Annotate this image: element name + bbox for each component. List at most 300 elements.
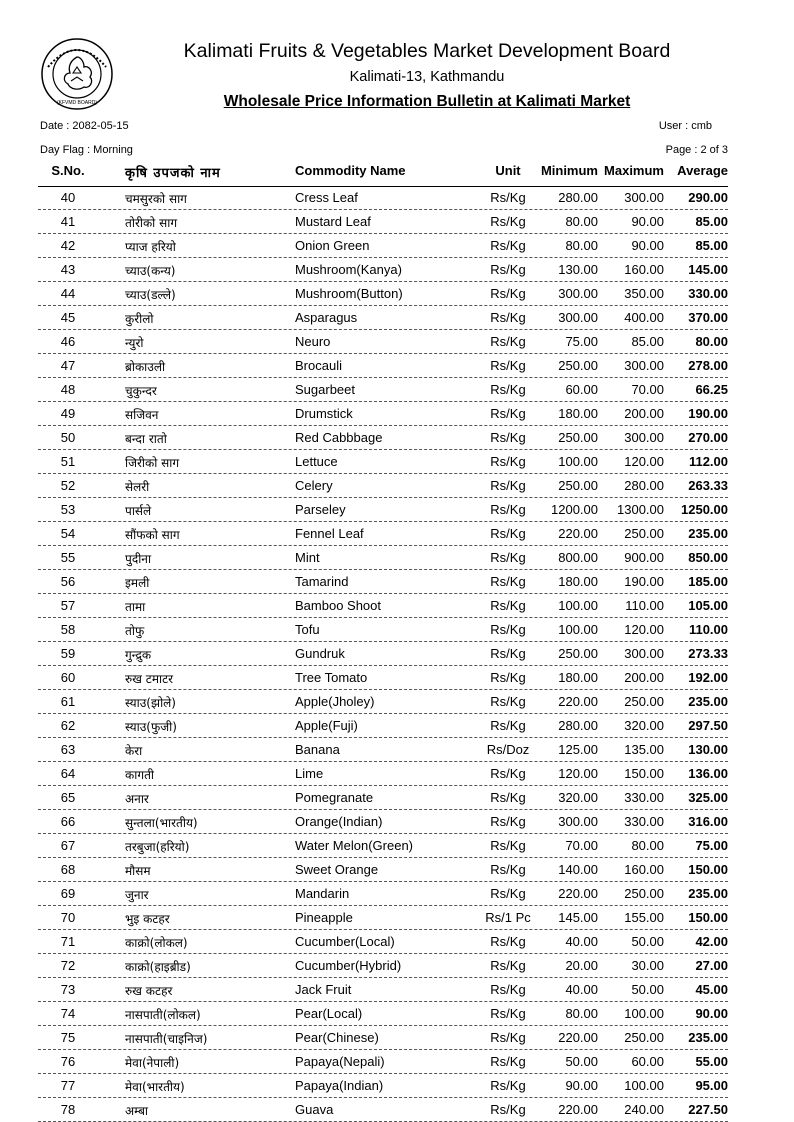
table-row (38, 186, 728, 210)
sno-cell: 72 (60, 958, 76, 973)
unit-cell: Rs/Kg (490, 934, 526, 949)
sno-cell: 76 (60, 1054, 76, 1069)
nepali-name-cell: स्याउ(फुजी) (125, 720, 177, 734)
bulletin-date: Date : 2082-05-15 (40, 120, 129, 132)
sno-cell: 62 (60, 718, 76, 733)
commodity-name-cell: Pomegranate (295, 790, 374, 805)
nepali-name-cell: बन्दा रातो (125, 432, 167, 446)
commodity-name-cell: Cucumber(Local) (295, 934, 395, 949)
average-price-cell: 850.00 (688, 550, 728, 565)
sno-cell: 55 (60, 550, 76, 565)
table-header (38, 163, 728, 183)
table-row (38, 762, 728, 786)
sno-cell: 78 (60, 1102, 76, 1117)
commodity-name-cell: Mushroom(Kanya) (295, 262, 402, 277)
bulletin-title: Wholesale Price Information Bulletin at Kalimati Market (223, 93, 631, 110)
sno-cell: 50 (60, 430, 76, 445)
average-price-cell: 290.00 (688, 190, 728, 205)
nepali-name-cell: अम्बा (125, 1104, 149, 1118)
nepali-name-cell: न्युरो (125, 336, 144, 350)
nepali-name-cell: जिरीको साग (125, 456, 180, 470)
nepali-name-cell: कुरीलो (125, 312, 154, 326)
maximum-price-cell: 300.00 (624, 358, 664, 373)
maximum-price-cell: 110.00 (625, 598, 664, 613)
sno-cell: 57 (60, 598, 76, 613)
unit-cell: Rs/Kg (490, 1030, 526, 1045)
maximum-price-cell: 250.00 (624, 1030, 664, 1045)
nepali-name-cell: तोरीको साग (125, 216, 178, 230)
sno-cell: 59 (60, 646, 76, 661)
unit-cell: Rs/Kg (490, 838, 526, 853)
sno-cell: 45 (60, 310, 76, 325)
nepali-name-cell: सुन्तला(भारतीय) (125, 816, 198, 830)
minimum-price-cell: 1200.00 (551, 502, 598, 517)
unit-cell: Rs/Kg (490, 814, 526, 829)
unit-cell: Rs/Kg (490, 862, 526, 877)
average-price-cell: 263.33 (688, 478, 728, 493)
nepali-name-cell: मेवा(नेपाली) (125, 1056, 180, 1070)
unit-cell: Rs/Kg (490, 382, 526, 397)
maximum-price-cell: 160.00 (624, 862, 664, 877)
average-price-cell: 325.00 (688, 790, 728, 805)
commodity-name-cell: Lettuce (295, 454, 338, 469)
sno-cell: 69 (60, 886, 76, 901)
minimum-price-cell: 70.00 (565, 838, 598, 853)
unit-cell: Rs/Kg (490, 670, 526, 685)
average-price-cell: 150.00 (688, 862, 728, 877)
minimum-price-cell: 100.00 (558, 598, 598, 613)
average-price-cell: 105.00 (688, 598, 728, 613)
average-price-cell: 278.00 (688, 358, 728, 373)
commodity-name-cell: Celery (295, 478, 333, 493)
page-number: Page : 2 of 3 (665, 144, 728, 156)
average-price-cell: 85.00 (695, 214, 728, 229)
minimum-price-cell: 125.00 (558, 742, 598, 757)
unit-cell: Rs/Kg (490, 1078, 526, 1093)
commodity-name-cell: Parseley (295, 502, 346, 517)
sno-cell: 40 (60, 190, 76, 205)
unit-cell: Rs/Kg (490, 430, 526, 445)
nepali-name-cell: केरा (125, 744, 143, 758)
commodity-name-cell: Sugarbeet (295, 382, 355, 397)
sno-cell: 67 (60, 838, 76, 853)
table-row (38, 306, 728, 330)
table-row (38, 690, 728, 714)
user-label: User : cmb (658, 120, 712, 132)
table-row (38, 906, 728, 930)
average-price-cell: 145.00 (688, 262, 728, 277)
table-row (38, 930, 728, 954)
table-row (38, 498, 728, 522)
average-price-cell: 370.00 (688, 310, 728, 325)
unit-cell: Rs/Kg (490, 1006, 526, 1021)
unit-cell: Rs/Kg (490, 574, 526, 589)
minimum-price-cell: 100.00 (558, 454, 598, 469)
maximum-price-cell: 330.00 (624, 790, 664, 805)
table-row (38, 1026, 728, 1050)
nepali-name-cell: चुकुन्दर (125, 384, 157, 398)
nepali-name-cell: च्याउ(डल्ले) (125, 288, 176, 302)
maximum-price-cell: 50.00 (631, 934, 664, 949)
table-row (38, 570, 728, 594)
sno-cell: 49 (60, 406, 76, 421)
minimum-price-cell: 220.00 (558, 694, 598, 709)
unit-cell: Rs/Kg (490, 214, 526, 229)
col-minimum: Minimum (540, 163, 598, 178)
minimum-price-cell: 800.00 (558, 550, 598, 565)
maximum-price-cell: 400.00 (624, 310, 664, 325)
average-price-cell: 316.00 (688, 814, 728, 829)
maximum-price-cell: 200.00 (624, 670, 664, 685)
table-row (38, 1050, 728, 1074)
average-price-cell: 185.00 (688, 574, 728, 589)
minimum-price-cell: 50.00 (565, 1054, 598, 1069)
sno-cell: 61 (60, 694, 76, 709)
sno-cell: 44 (60, 286, 76, 301)
average-price-cell: 235.00 (688, 1030, 728, 1045)
sno-cell: 73 (60, 982, 76, 997)
maximum-price-cell: 1300.00 (617, 502, 664, 517)
commodity-name-cell: Papaya(Indian) (295, 1078, 384, 1093)
minimum-price-cell: 220.00 (558, 1102, 598, 1117)
price-table (38, 186, 728, 1122)
unit-cell: Rs/Kg (490, 190, 526, 205)
average-price-cell: 27.00 (695, 958, 728, 973)
sno-cell: 66 (60, 814, 76, 829)
sno-cell: 52 (60, 478, 76, 493)
sno-cell: 56 (60, 574, 76, 589)
commodity-name-cell: Fennel Leaf (295, 526, 364, 541)
nepali-name-cell: तोफु (125, 624, 145, 638)
day-flag: Day Flag : Morning (40, 144, 133, 156)
table-row (38, 330, 728, 354)
minimum-price-cell: 300.00 (558, 814, 598, 829)
sno-cell: 60 (60, 670, 76, 685)
average-price-cell: 130.00 (688, 742, 728, 757)
unit-cell: Rs/Kg (490, 454, 526, 469)
commodity-name-cell: Papaya(Nepali) (295, 1054, 385, 1069)
nepali-name-cell: भुइ कटहर (125, 912, 170, 926)
commodity-name-cell: Cress Leaf (295, 190, 358, 205)
sno-cell: 54 (60, 526, 76, 541)
table-row (38, 402, 728, 426)
commodity-name-cell: Mandarin (295, 886, 350, 901)
minimum-price-cell: 100.00 (558, 622, 598, 637)
table-row (38, 210, 728, 234)
nepali-name-cell: रुख कटहर (125, 984, 173, 998)
table-row (38, 618, 728, 642)
commodity-name-cell: Pineapple (295, 910, 353, 925)
maximum-price-cell: 350.00 (624, 286, 664, 301)
minimum-price-cell: 280.00 (558, 190, 598, 205)
table-row (38, 474, 728, 498)
sno-cell: 64 (60, 766, 76, 781)
commodity-name-cell: Tofu (295, 622, 320, 637)
average-price-cell: 227.50 (688, 1102, 728, 1117)
col-unit: Unit (495, 163, 521, 178)
sno-cell: 53 (60, 502, 76, 517)
col-average: Average (677, 163, 728, 178)
table-row (38, 858, 728, 882)
table-row (38, 426, 728, 450)
col-maximum: Maximum (604, 163, 664, 178)
maximum-price-cell: 300.00 (624, 430, 664, 445)
board-address: Kalimati-13, Kathmandu (349, 69, 505, 85)
average-price-cell: 270.00 (688, 430, 728, 445)
average-price-cell: 190.00 (688, 406, 728, 421)
commodity-name-cell: Pear(Local) (295, 1006, 363, 1021)
minimum-price-cell: 40.00 (565, 934, 598, 949)
average-price-cell: 1250.00 (681, 502, 728, 517)
minimum-price-cell: 220.00 (558, 526, 598, 541)
maximum-price-cell: 120.00 (624, 622, 664, 637)
average-price-cell: 55.00 (695, 1054, 728, 1069)
table-row (38, 234, 728, 258)
unit-cell: Rs/Kg (490, 958, 526, 973)
commodity-name-cell: Pear(Chinese) (295, 1030, 379, 1045)
minimum-price-cell: 180.00 (558, 574, 598, 589)
nepali-name-cell: सजिवन (125, 408, 159, 422)
nepali-name-cell: पार्सले (125, 504, 152, 518)
average-price-cell: 235.00 (688, 526, 728, 541)
minimum-price-cell: 20.00 (565, 958, 598, 973)
commodity-name-cell: Cucumber(Hybrid) (295, 958, 402, 973)
average-price-cell: 85.00 (695, 238, 728, 253)
minimum-price-cell: 220.00 (558, 886, 598, 901)
sno-cell: 71 (60, 934, 76, 949)
average-price-cell: 112.00 (688, 454, 728, 469)
average-price-cell: 90.00 (695, 1006, 728, 1021)
commodity-name-cell: Drumstick (295, 406, 353, 421)
maximum-price-cell: 90.00 (631, 214, 664, 229)
sno-cell: 75 (60, 1030, 76, 1045)
minimum-price-cell: 90.00 (565, 1078, 598, 1093)
commodity-name-cell: Bamboo Shoot (295, 598, 382, 613)
sno-cell: 68 (60, 862, 76, 877)
table-row (38, 522, 728, 546)
commodity-name-cell: Guava (295, 1102, 334, 1117)
commodity-name-cell: Onion Green (295, 238, 370, 253)
minimum-price-cell: 320.00 (558, 790, 598, 805)
unit-cell: Rs/Kg (490, 766, 526, 781)
table-row (38, 810, 728, 834)
nepali-name-cell: सौंफको साग (125, 528, 180, 542)
minimum-price-cell: 145.00 (558, 910, 598, 925)
commodity-name-cell: Neuro (295, 334, 331, 349)
sno-cell: 43 (60, 262, 76, 277)
sno-cell: 63 (60, 742, 76, 757)
nepali-name-cell: अनार (125, 792, 149, 806)
table-row (38, 714, 728, 738)
maximum-price-cell: 250.00 (624, 526, 664, 541)
maximum-price-cell: 300.00 (624, 190, 664, 205)
sno-cell: 48 (60, 382, 76, 397)
sno-cell: 41 (60, 214, 76, 229)
nepali-name-cell: गुन्द्रुक (125, 648, 152, 662)
commodity-name-cell: Brocauli (295, 358, 342, 373)
average-price-cell: 95.00 (695, 1078, 728, 1093)
unit-cell: Rs/Kg (490, 478, 526, 493)
nepali-name-cell: पुदीना (125, 552, 152, 566)
unit-cell: Rs/Kg (490, 982, 526, 997)
nepali-name-cell: कागती (125, 768, 155, 782)
nepali-name-cell: तामा (125, 600, 146, 614)
unit-cell: Rs/Kg (490, 286, 526, 301)
unit-cell: Rs/Kg (490, 598, 526, 613)
nepali-name-cell: रुख टमाटर (125, 672, 174, 686)
col-commodity-name: Commodity Name (295, 163, 406, 178)
table-row (38, 786, 728, 810)
minimum-price-cell: 250.00 (558, 646, 598, 661)
minimum-price-cell: 80.00 (565, 238, 598, 253)
average-price-cell: 75.00 (695, 838, 728, 853)
table-row (38, 450, 728, 474)
average-price-cell: 80.00 (695, 334, 728, 349)
maximum-price-cell: 190.00 (624, 574, 664, 589)
unit-cell: Rs/Kg (490, 886, 526, 901)
unit-cell: Rs/Kg (490, 526, 526, 541)
minimum-price-cell: 250.00 (558, 430, 598, 445)
maximum-price-cell: 300.00 (624, 646, 664, 661)
average-price-cell: 66.25 (695, 382, 728, 397)
minimum-price-cell: 250.00 (558, 358, 598, 373)
table-row (38, 282, 728, 306)
average-price-cell: 297.50 (688, 718, 728, 733)
maximum-price-cell: 200.00 (624, 406, 664, 421)
commodity-name-cell: Apple(Fuji) (295, 718, 358, 733)
nepali-name-cell: च्याउ(कन्य) (125, 264, 176, 278)
commodity-name-cell: Orange(Indian) (295, 814, 383, 829)
table-row (38, 546, 728, 570)
commodity-name-cell: Mushroom(Button) (295, 286, 403, 301)
unit-cell: Rs/1 Pc (485, 910, 531, 925)
nepali-name-cell: काक्रो(लोकल) (125, 936, 188, 950)
minimum-price-cell: 180.00 (558, 406, 598, 421)
unit-cell: Rs/Doz (486, 742, 530, 757)
unit-cell: Rs/Kg (490, 1054, 526, 1069)
table-row (38, 954, 728, 978)
maximum-price-cell: 85.00 (631, 334, 664, 349)
nepali-name-cell: नासपाती(लोकल) (125, 1008, 201, 1022)
average-price-cell: 235.00 (688, 694, 728, 709)
nepali-name-cell: नासपाती(चाइनिज) (125, 1032, 208, 1046)
maximum-price-cell: 70.00 (631, 382, 664, 397)
unit-cell: Rs/Kg (490, 334, 526, 349)
maximum-price-cell: 155.00 (624, 910, 664, 925)
maximum-price-cell: 60.00 (631, 1054, 664, 1069)
table-row (38, 738, 728, 762)
table-row (38, 1074, 728, 1098)
table-row (38, 378, 728, 402)
nepali-name-cell: ब्रोकाउली (125, 360, 166, 374)
table-row (38, 882, 728, 906)
commodity-name-cell: Mint (295, 550, 320, 565)
minimum-price-cell: 140.00 (558, 862, 598, 877)
minimum-price-cell: 300.00 (558, 286, 598, 301)
sno-cell: 58 (60, 622, 76, 637)
nepali-name-cell: तरबुजा(हरियो) (125, 840, 190, 854)
nepali-name-cell: मेवा(भारतीय) (125, 1080, 185, 1094)
nepali-name-cell: जुनार (125, 888, 149, 902)
col-nepali-name: कृषि उपजको नाम (125, 166, 221, 181)
minimum-price-cell: 75.00 (565, 334, 598, 349)
minimum-price-cell: 180.00 (558, 670, 598, 685)
nepali-name-cell: चमसुरको साग (125, 192, 187, 206)
unit-cell: Rs/Kg (490, 358, 526, 373)
commodity-name-cell: Tamarind (295, 574, 349, 589)
average-price-cell: 110.00 (688, 622, 728, 637)
sno-cell: 47 (60, 358, 76, 373)
logo-text: (KFVMD BOARD) (57, 100, 97, 106)
unit-cell: Rs/Kg (490, 550, 526, 565)
commodity-name-cell: Sweet Orange (295, 862, 379, 877)
unit-cell: Rs/Kg (490, 502, 526, 517)
table-row (38, 258, 728, 282)
maximum-price-cell: 120.00 (624, 454, 664, 469)
minimum-price-cell: 130.00 (558, 262, 598, 277)
table-row (38, 1002, 728, 1026)
maximum-price-cell: 320.00 (624, 718, 664, 733)
sno-cell: 74 (60, 1006, 76, 1021)
unit-cell: Rs/Kg (490, 1102, 526, 1117)
maximum-price-cell: 250.00 (624, 694, 664, 709)
maximum-price-cell: 150.00 (624, 766, 664, 781)
minimum-price-cell: 80.00 (565, 214, 598, 229)
nepali-name-cell: सेलरी (125, 480, 150, 494)
maximum-price-cell: 160.00 (624, 262, 664, 277)
maximum-price-cell: 135.00 (624, 742, 664, 757)
unit-cell: Rs/Kg (490, 238, 526, 253)
average-price-cell: 136.00 (688, 766, 728, 781)
unit-cell: Rs/Kg (490, 718, 526, 733)
minimum-price-cell: 220.00 (558, 1030, 598, 1045)
nepali-name-cell: काक्रो(हाइब्रीड) (125, 960, 191, 974)
average-price-cell: 235.00 (688, 886, 728, 901)
average-price-cell: 192.00 (688, 670, 728, 685)
table-row (38, 594, 728, 618)
sno-cell: 70 (60, 910, 76, 925)
commodity-name-cell: Red Cabbbage (295, 430, 383, 445)
commodity-name-cell: Mustard Leaf (295, 214, 371, 229)
minimum-price-cell: 60.00 (565, 382, 598, 397)
minimum-price-cell: 300.00 (558, 310, 598, 325)
sno-cell: 77 (60, 1078, 76, 1093)
sno-cell: 65 (60, 790, 76, 805)
maximum-price-cell: 80.00 (631, 838, 664, 853)
minimum-price-cell: 80.00 (565, 1006, 598, 1021)
sno-cell: 46 (60, 334, 76, 349)
unit-cell: Rs/Kg (490, 694, 526, 709)
commodity-name-cell: Lime (295, 766, 324, 781)
minimum-price-cell: 280.00 (558, 718, 598, 733)
maximum-price-cell: 240.00 (624, 1102, 664, 1117)
table-row (38, 978, 728, 1002)
commodity-name-cell: Apple(Jholey) (295, 694, 375, 709)
sno-cell: 42 (60, 238, 76, 253)
minimum-price-cell: 120.00 (558, 766, 598, 781)
commodity-name-cell: Banana (295, 742, 340, 757)
unit-cell: Rs/Kg (490, 406, 526, 421)
maximum-price-cell: 50.00 (631, 982, 664, 997)
commodity-name-cell: Tree Tomato (295, 670, 368, 685)
minimum-price-cell: 40.00 (565, 982, 598, 997)
col-sno: S.No. (51, 163, 85, 178)
commodity-name-cell: Gundruk (295, 646, 345, 661)
unit-cell: Rs/Kg (490, 790, 526, 805)
unit-cell: Rs/Kg (490, 262, 526, 277)
unit-cell: Rs/Kg (490, 622, 526, 637)
unit-cell: Rs/Kg (490, 310, 526, 325)
